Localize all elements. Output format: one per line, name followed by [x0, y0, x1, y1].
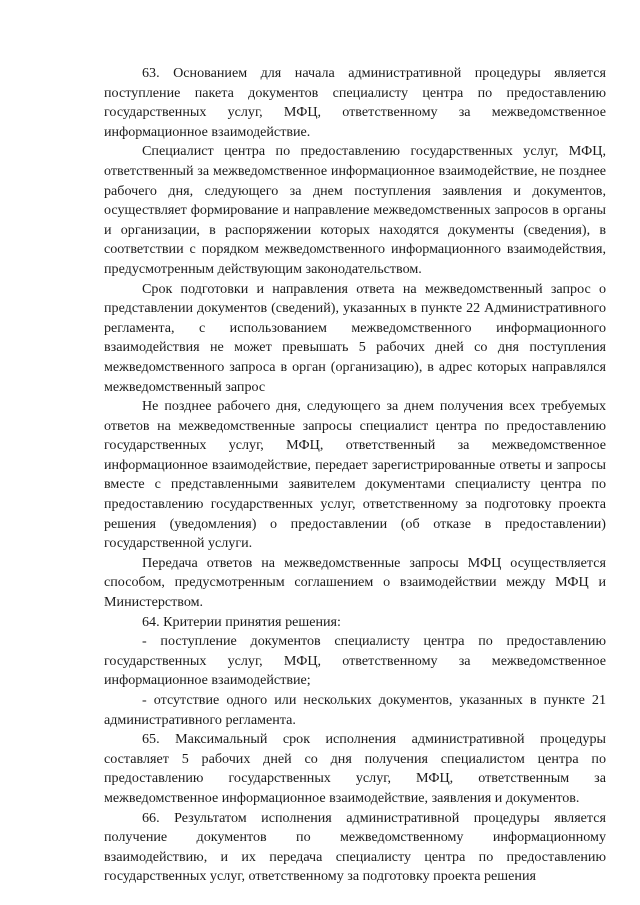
- paragraph-65: 65. Максимальный срок исполнения административной процедуры составляет 5 рабочих дней со дня получения специалистом центра по предоставлению государственных услуг, МФЦ, ответственным за межведомственное информационное взаимодействие, заявления и документов.: [104, 731, 606, 806]
- paragraph-66: 66. Результатом исполнения административной процедуры является получение документов по межведомственному информационному взаимодействию, и их передача специалисту центра по предоставлению государственных услуг, ответственному за подготовку проекта решения: [104, 809, 606, 885]
- paragraph-specialist: Специалист центра по предоставлению государственных услуг, МФЦ, ответственный за межведомственное информационное взаимодействие, не позднее рабочего дня, следующего за днем поступления заявления и документов, осуществляет формирование и направление межведомственных запросов в органы и организации, в распоряжении которых находятся документы (сведения), в соответствии с порядком межведомственного информационного взаимодействия, предусмотренным действующим законодательством.: [104, 143, 606, 277]
- paragraph-deadline: Срок подготовки и направления ответа на межведомственный запрос о представлении документов (сведений), указанных в пункте 22 Административного регламента, с использованием межведомственного информационного взаимодействия не может превышать 5 рабочих дней со дня поступления межведомственного запроса в орган (организацию), в адрес которых направлялся межведомственный запрос: [104, 280, 606, 395]
- criteria-item-1: - поступление документов специалисту центра по предоставлению государственных услуг, МФЦ, ответственному за межведомственное информационное взаимодействие;: [104, 633, 606, 689]
- criteria-item-2: - отсутствие одного или нескольких документов, указанных в пункте 21 административного регламента.: [104, 692, 606, 728]
- paragraph-mfc-transfer: Передача ответов на межведомственные запросы МФЦ осуществляется способом, предусмотренным соглашением о взаимодействии между МФЦ и Министерством.: [104, 554, 606, 611]
- paragraph-transfer: Не позднее рабочего дня, следующего за днем получения всех требуемых ответов на межведомственные запросы специалист центра по предоставлению государственных услуг, МФЦ, ответственный за межведомственное информационное взаимодействие, передает зарегистрированные ответы и запросы вместе с представленными заявителем документами специалисту центра по предоставлению государственных услуг, ответственному за подготовку проекта решения (уведомления) о предоставлении (об отказе в предоставлении) государственной услуги.: [104, 398, 606, 552]
- paragraph-63: 63. Основанием для начала административной процедуры является поступление пакета документов специалисту центра по предоставлению государственных услуг, МФЦ, ответственному за межведомственное информационное взаимодействие.: [104, 65, 606, 140]
- paragraph-64: 64. Критерии принятия решения:: [142, 613, 341, 630]
- document-page: [104, 64, 606, 887]
